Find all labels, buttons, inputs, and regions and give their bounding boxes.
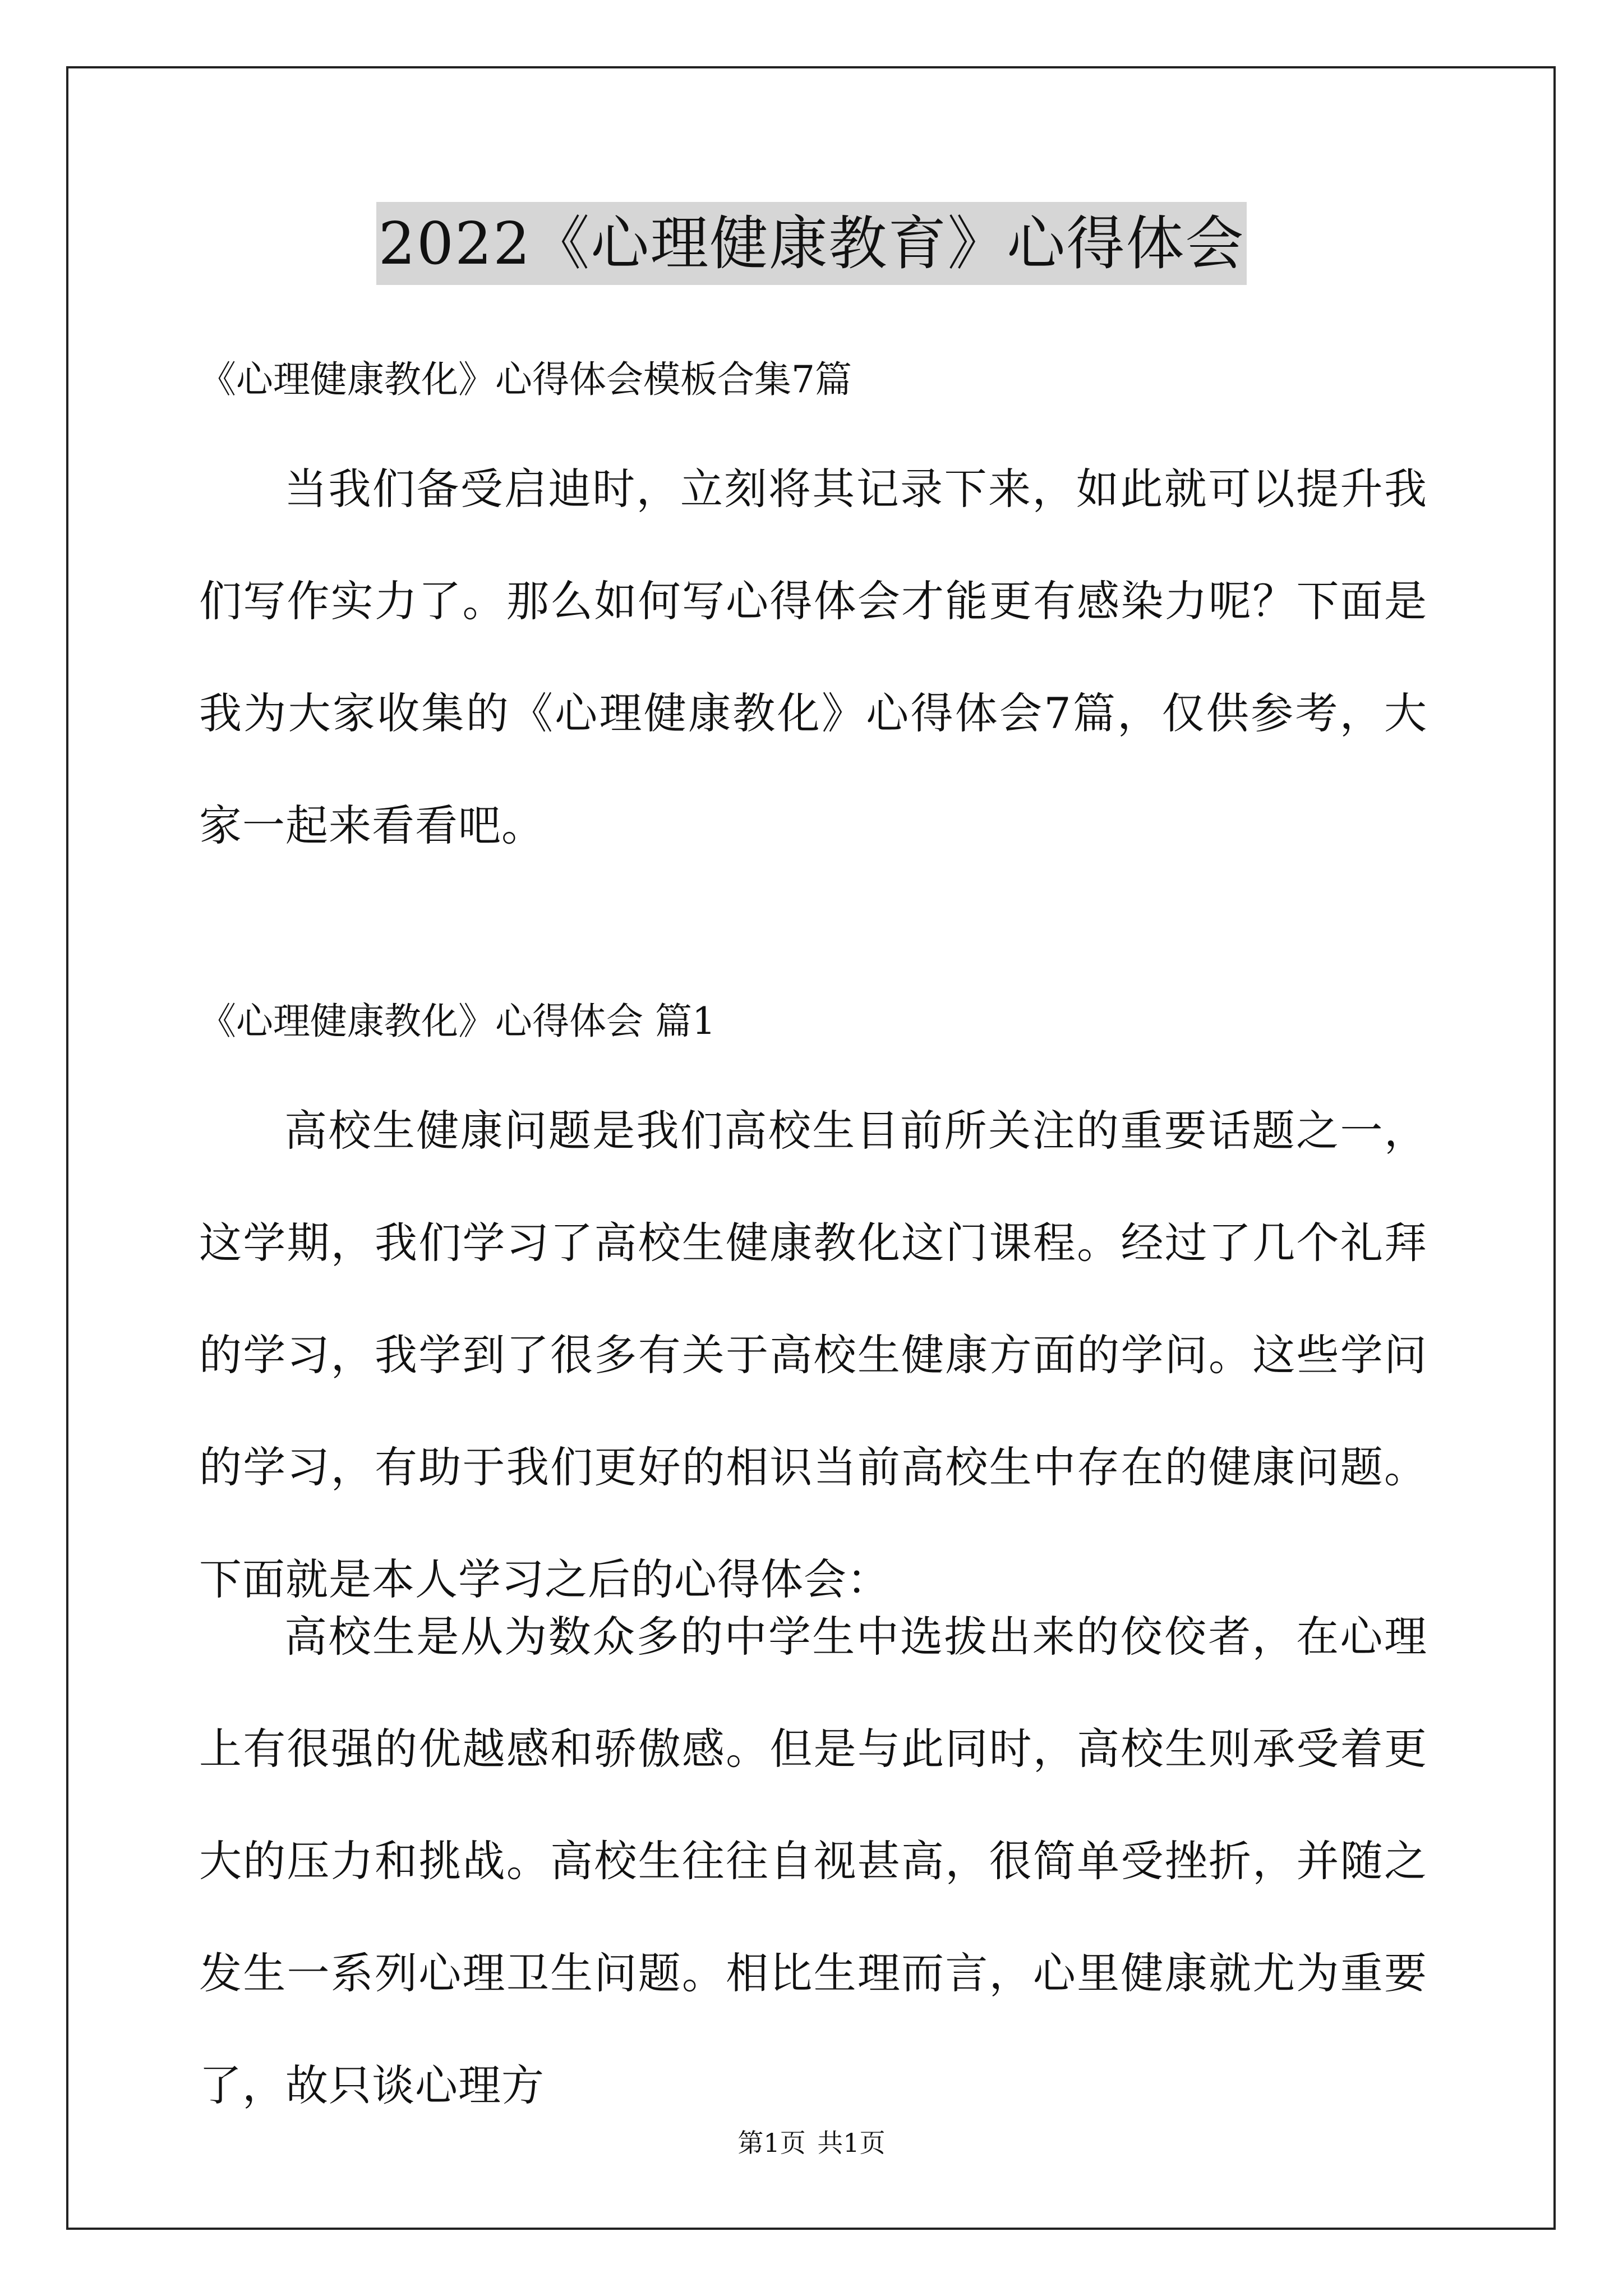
title-container <box>0 202 1623 285</box>
document-title: 2022《心理健康教育》心得体会 <box>376 202 1247 285</box>
page-footer: 第1页 共1页 <box>737 2128 886 2158</box>
body-paragraph-1: 高校生健康问题是我们高校生目前所关注的重要话题之一，这学期，我们学习了高校生健康教化这门课程。经过了几个礼拜的学习，我学到了很多有关于高校生健康方面的学问。这些学问的学习，有助于我们更好的相识当前高校生中存在的健康问题。下面就是本人学习之后的心得体会： <box>199 1106 1427 1604</box>
section-heading: 《心理健康教化》心得体会 篇1 <box>199 1000 716 1043</box>
intro-paragraph: 当我们备受启迪时，立刻将其记录下来，如此就可以提升我们写作实力了。那么如何写心得体会才能更有感染力呢？下面是我为大家收集的《心理健康教化》心得体会7篇，仅供参考，大家一起来看看吧。 <box>199 464 1427 850</box>
document-subtitle: 《心理健康教化》心得体会模板合集7篇 <box>199 358 852 401</box>
body-paragraph-2: 高校生是从为数众多的中学生中选拔出来的佼佼者，在心理上有很强的优越感和骄傲感。但是与此同时，高校生则承受着更大的压力和挑战。高校生往往自视甚高，很简单受挫折，并随之发生一系列心理卫生问题。相比生理而言，心里健康就尤为重要了，故只谈心理方 <box>199 1612 1427 2110</box>
